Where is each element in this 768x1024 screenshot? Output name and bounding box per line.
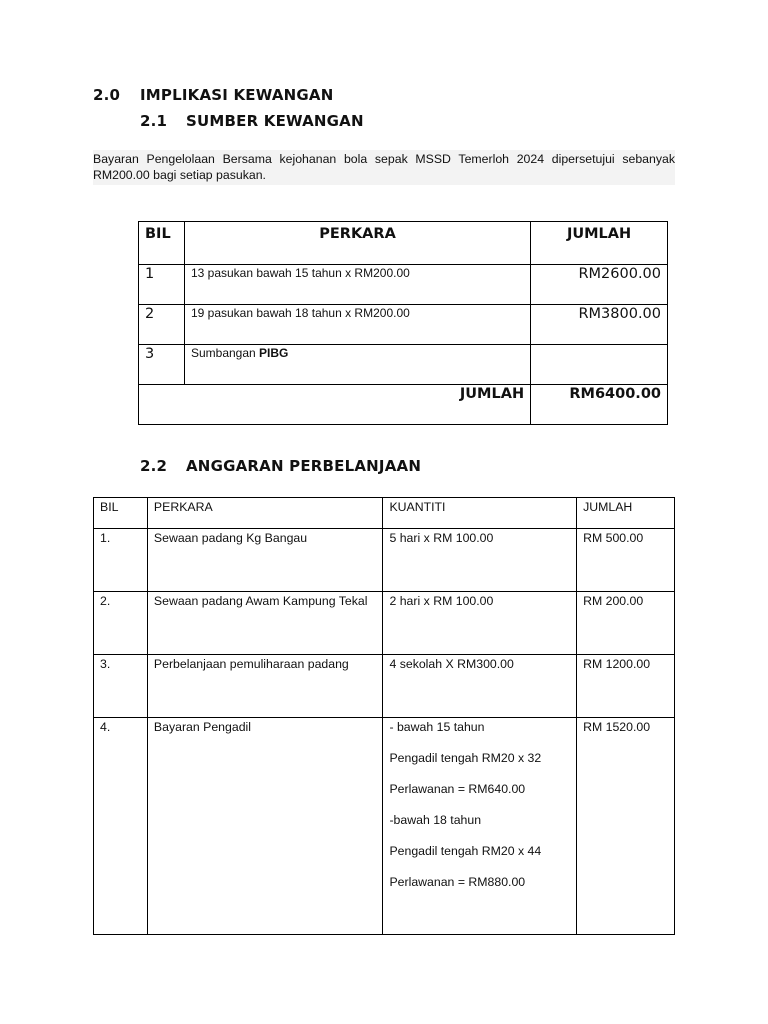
- perkara-bold: PIBG: [259, 346, 289, 360]
- header-kuantiti: KUANTITI: [383, 498, 577, 529]
- expenditure-table: [93, 497, 675, 935]
- perkara-prefix: Sumbangan: [190, 346, 260, 360]
- header-perkara: PERKARA: [184, 222, 530, 265]
- kuantiti-line: Pengadil tengah RM20 x 32: [389, 751, 542, 765]
- funding-paragraph: Bayaran Pengelolaan Bersama kejohanan bola sepak MSSD Temerloh 2024 dipersetujui sebanyak RM200.00 bagi setiap pasukan.: [93, 150, 675, 185]
- table-row: [139, 345, 668, 385]
- table-row: [94, 592, 675, 655]
- funding-table: [138, 221, 668, 425]
- total-label: JUMLAH: [139, 385, 531, 425]
- subsection-title: SUMBER KEWANGAN: [186, 112, 364, 130]
- section-number: 2.0: [93, 86, 121, 104]
- table-row: [139, 265, 668, 305]
- subsection-number: 2.2: [140, 457, 168, 475]
- subsection-number: 2.1: [140, 112, 168, 130]
- kuantiti-line: Pengadil tengah RM20 x 44: [389, 844, 542, 858]
- row-perkara: Sewaan padang Kg Bangau: [147, 529, 383, 592]
- row-perkara: Bayaran Pengadil: [147, 718, 383, 935]
- subsection-title: ANGGARAN PERBELANJAAN: [186, 457, 422, 475]
- row-kuantiti: [383, 718, 577, 935]
- total-row: [139, 385, 668, 425]
- header-bil: BIL: [94, 498, 148, 529]
- row-kuantiti: 4 sekolah X RM300.00: [383, 655, 577, 718]
- row-perkara: 13 pasukan bawah 15 tahun x RM200.00: [184, 265, 530, 305]
- row-perkara: 19 pasukan bawah 18 tahun x RM200.00: [184, 305, 530, 345]
- funding-table-header: [139, 222, 668, 265]
- row-perkara: Perbelanjaan pemuliharaan padang: [147, 655, 383, 718]
- subsection-heading-2-2: [140, 457, 421, 475]
- row-bil: 1.: [94, 529, 148, 592]
- header-bil: BIL: [139, 222, 185, 265]
- header-perkara: PERKARA: [147, 498, 383, 529]
- header-jumlah: JUMLAH: [577, 498, 675, 529]
- row-bil: 1: [139, 265, 185, 305]
- row-bil: 2: [139, 305, 185, 345]
- row-bil: 4.: [94, 718, 148, 935]
- row-jumlah: RM 200.00: [577, 592, 675, 655]
- row-jumlah: RM 500.00: [577, 529, 675, 592]
- section-title: IMPLIKASI KEWANGAN: [140, 86, 334, 104]
- kuantiti-line: - bawah 15 tahun: [389, 720, 485, 734]
- row-jumlah: RM3800.00: [531, 305, 668, 345]
- header-jumlah: JUMLAH: [531, 222, 668, 265]
- row-kuantiti: 5 hari x RM 100.00: [383, 529, 577, 592]
- kuantiti-line: Perlawanan = RM880.00: [389, 875, 526, 889]
- row-bil: 3.: [94, 655, 148, 718]
- kuantiti-line: -bawah 18 tahun: [389, 813, 482, 827]
- table-row: [94, 718, 675, 935]
- kuantiti-line: Perlawanan = RM640.00: [389, 782, 526, 796]
- row-bil: 2.: [94, 592, 148, 655]
- total-value: RM6400.00: [531, 385, 668, 425]
- table-row: [94, 655, 675, 718]
- row-bil: 3: [139, 345, 185, 385]
- row-jumlah: RM 1200.00: [577, 655, 675, 718]
- section-heading: [93, 86, 333, 104]
- row-perkara: [184, 345, 530, 385]
- row-jumlah: RM 1520.00: [577, 718, 675, 935]
- table-row: [139, 305, 668, 345]
- row-perkara: Sewaan padang Awam Kampung Tekal: [147, 592, 383, 655]
- row-jumlah: [531, 345, 668, 385]
- table-row: [94, 529, 675, 592]
- row-jumlah: RM2600.00: [531, 265, 668, 305]
- subsection-heading-2-1: [140, 112, 364, 130]
- row-kuantiti: 2 hari x RM 100.00: [383, 592, 577, 655]
- expenditure-table-header: [94, 498, 675, 529]
